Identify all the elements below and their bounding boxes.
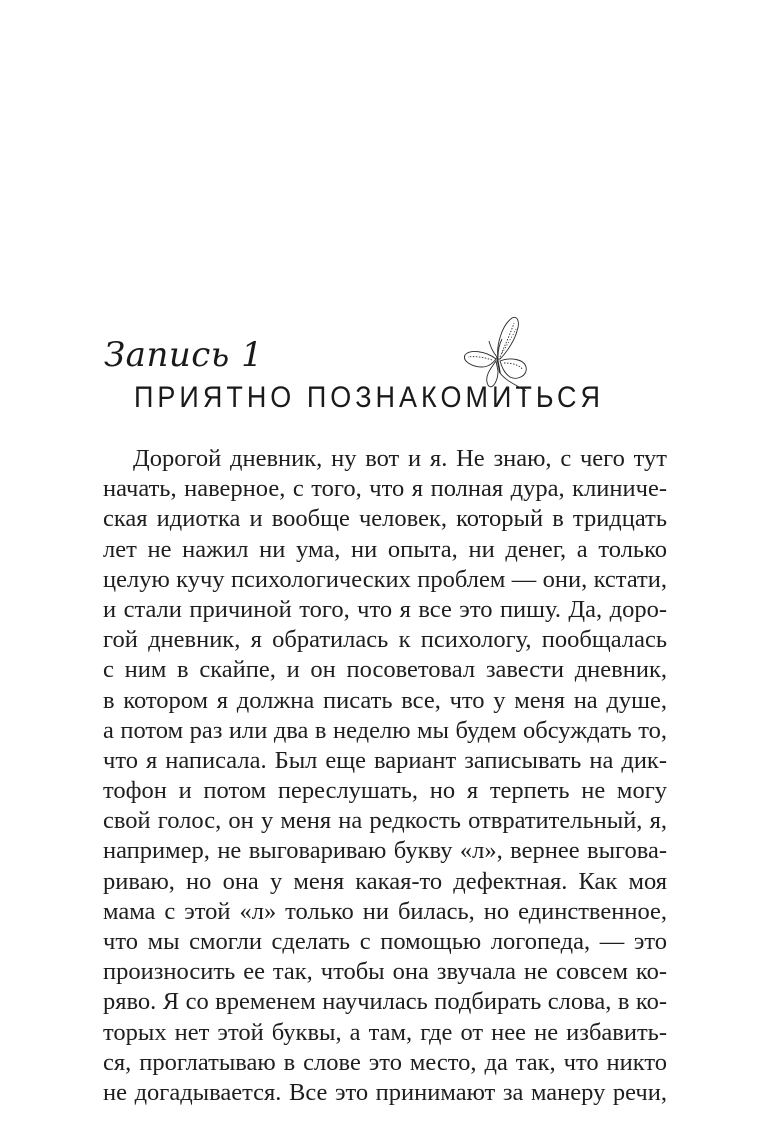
chapter-header [100, 315, 604, 415]
text-line: и стали причиной того, что я все это пишу. Да, доро- [103, 595, 667, 623]
text-line: ряво. Я со временем научилась подбирать слова, в ко- [103, 988, 667, 1016]
text-line: а потом раз или два в неделю мы будем обсуждать то, [103, 716, 667, 744]
text-line: в котором я должна писать все, что у меня на душе, [103, 686, 667, 714]
text-line: ская идиотка и вообще человек, который в тридцать [103, 505, 667, 533]
text-line: не догадывается. Все это принимают за манеру речи, [103, 1078, 667, 1106]
body-text [103, 444, 667, 1108]
text-line: что я написала. Был еще вариант записывать на дик- [103, 746, 667, 774]
text-line: ся, проглатываю в слове это место, да так, что никто [103, 1048, 667, 1076]
text-line: свой голос, он у меня на редкость отвратительный, я, [103, 807, 667, 835]
chapter-label: Запись 1 [104, 335, 264, 375]
text-line: что мы смогли сделать с помощью логопеда, — это [103, 928, 667, 955]
text-line: тофон и потом переслушать, но я терпеть не могу [103, 777, 667, 805]
text-line: мама с этой «л» только ни билась, но единственное, [103, 897, 667, 925]
text-line: гой дневник, я обратилась к психологу, пообщалась [103, 626, 667, 654]
text-line: Дорогой дневник, ну вот и я. Не знаю, с чего тут [133, 445, 667, 472]
text-line: риваю, но она у меня какая-то дефектная. Как моя [103, 867, 667, 895]
text-line: произносить ее так, чтобы она звучала не совсем ко- [103, 958, 667, 986]
chapter-title: ПРИЯТНО ПОЗНАКОМИТЬСЯ [134, 381, 604, 414]
text-line: лет не нажил ни ума, ни опыта, ни денег, а только [103, 535, 667, 563]
text-line: например, не выговариваю букву «л», вернее выгова- [103, 837, 667, 865]
text-line: торых нет этой буквы, а там, где от нее не избавить- [103, 1018, 667, 1046]
text-line: начать, наверное, с того, что я полная дура, клиниче- [103, 475, 667, 503]
text-line: с ним в скайпе, и он посоветовал завести дневник, [103, 656, 667, 684]
text-line: целую кучу психологических проблем — они, кстати, [103, 565, 667, 593]
